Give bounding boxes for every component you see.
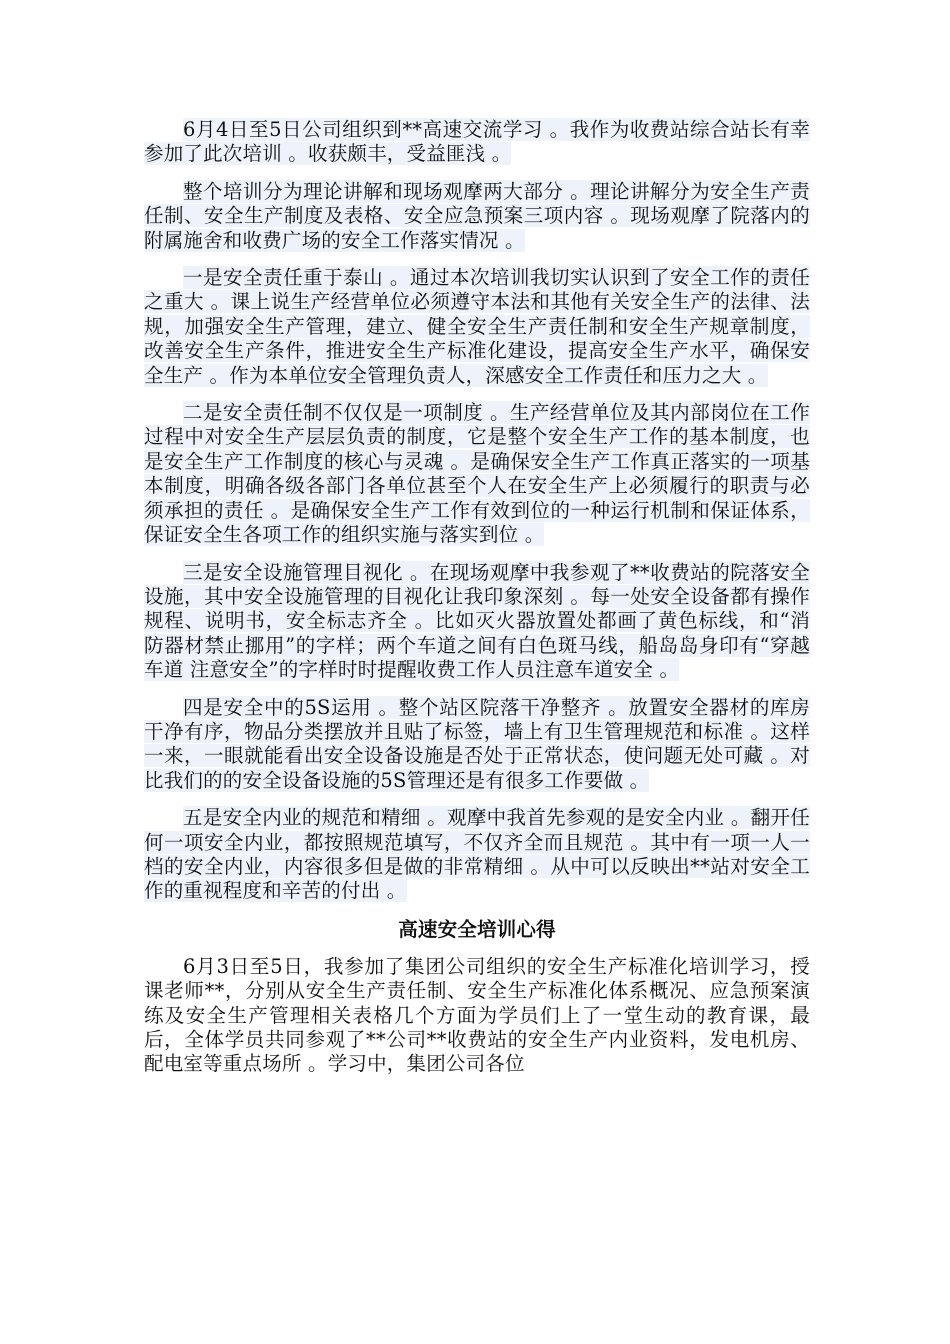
paragraph-1 (144, 118, 810, 167)
paragraph-6-text: 四是安全中的5S运用 。整个站区院落干净整齐 。放置安全器材的库房干净有序，物品分类摆放并且贴了标签，墙上有卫生管理规范和标准 。这样一来，一眼就能看出安全设备设施是否处于正常状态，使问题无处可藏 。对比我们的的安全设备设施的5S管理还是有很多工作要做 。 (144, 695, 810, 792)
paragraph-3 (144, 266, 810, 388)
paragraph-5-text: 三是安全设施管理目视化 。在现场观摩中我参观了**收费站的院落安全设施，其中安全设施管理的目视化让我印象深刻 。每一处安全设备都有操作规程、说明书，安全标志齐全 。比如灭火器放置处都画了黄色标线，和“消防器材禁止挪用”的字样；两个车道之间有白色斑马线，船岛岛身印有“穿越车道 注意安全”的字样时时提醒收费工作人员注意车道安全 。 (144, 560, 810, 682)
final-paragraph (144, 955, 810, 1077)
paragraph-7 (144, 806, 810, 904)
paragraph-5 (144, 561, 810, 683)
paragraph-7-text: 五是安全内业的规范和精细 。观摩中我首先参观的是安全内业 。翻开任何一项安全内业，都按照规范填写，不仅齐全而且规范 。其中有一项一人一档的安全内业，内容很多但是做的非常精细 。从中可以反映出**站对安全工作的重视程度和辛苦的付出 。 (144, 806, 810, 903)
paragraph-3-text: 一是安全责任重于泰山 。通过本次培训我切实认识到了安全工作的责任之重大 。课上说生产经营单位必须遵守本法和其他有关安全生产的法律、法规，加强安全生产管理，建立、健全安全生产责任制和安全生产规章制度，改善安全生产条件，推进安全生产标准化建设，提高安全生产水平，确保安全生产 。作为本单位安全管理负责人，深感安全工作责任和压力之大 。 (144, 266, 810, 387)
paragraph-1-text: 6月4日至5日公司组织到**高速交流学习 。我作为收费站综合站长有幸参加了此次培训 。收获颇丰，受益匪浅 。 (144, 118, 810, 166)
paragraph-4-text: 二是安全责任制不仅仅是一项制度 。生产经营单位及其内部岗位在工作过程中对安全生产层层负责的制度，它是整个安全生产工作的基本制度，也是安全生产工作制度的核心与灵魂 。是确保安全生产工作真正落实的一项基本制度，明确各级各部门各单位甚至个人在安全生产上必须履行的职责与必须承担的责任 。是确保安全生产工作有效到位的一种运行机制和保证体系，保证安全生各项工作的组织实施与落实到位 。 (144, 401, 810, 547)
final-paragraph-text: 6月3日至5日，我参加了集团公司组织的安全生产标准化培训学习，授课老师**，分别从安全生产责任制、安全生产标准化体系概况、应急预案演练及安全生产管理相关表格几个方面为学员们上了一堂生动的教育课，最后，全体学员共同参观了**公司**收费站的安全生产内业资料，发电机房、配电室等重点场所 。学习中，集团公司各位 (144, 954, 810, 1076)
paragraph-6 (144, 696, 810, 794)
section-heading: 高速安全培训心得 (398, 917, 556, 941)
paragraph-2-text: 整个培训分为理论讲解和现场观摩两大部分 。理论讲解分为安全生产责任制、安全生产制度及表格、安全应急预案三项内容 。现场观摩了院落内的附属施舍和收费广场的安全工作落实情况 。 (144, 179, 810, 252)
document-body (144, 118, 810, 1090)
paragraph-2 (144, 180, 810, 253)
paragraph-4 (144, 401, 810, 547)
